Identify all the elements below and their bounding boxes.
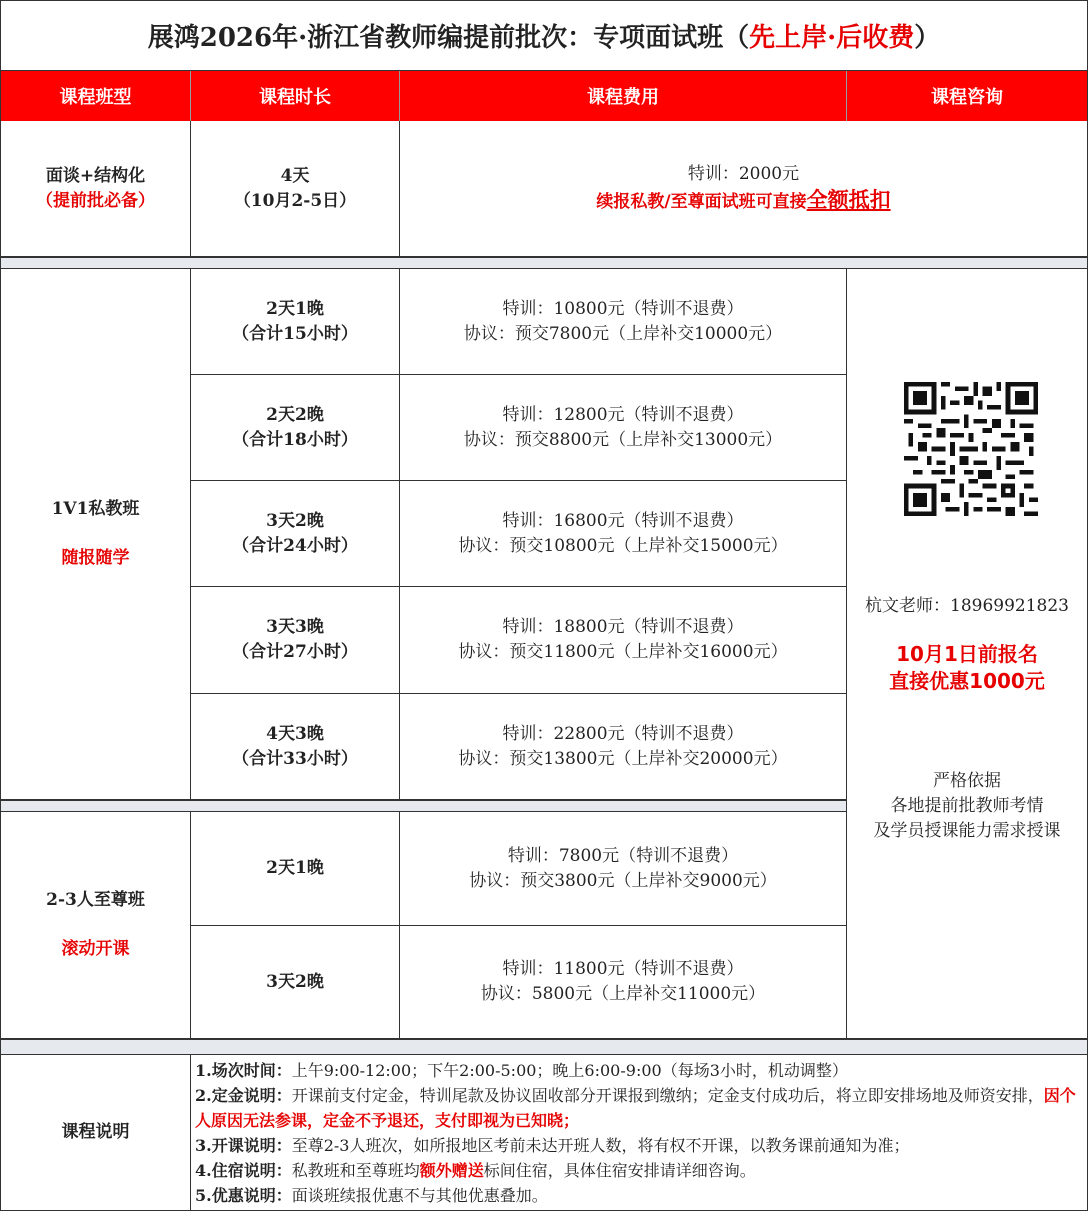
basis-line-2: 各地提前批教师考情	[890, 796, 1044, 816]
qr-code-icon[interactable]	[904, 382, 1038, 516]
basis-line-1: 严格依据	[933, 771, 1001, 791]
private-duration-row	[191, 375, 400, 481]
fee-agreement: 协议：预交8800元（上岸补交13000元）	[463, 429, 783, 450]
header-type: 课程班型	[1, 71, 191, 121]
fee-agreement: 协议：5800元（上岸补交11000元）	[480, 984, 766, 1004]
private-fee-row	[400, 269, 847, 375]
private-fee-row	[400, 375, 847, 481]
private-duration-row	[191, 694, 400, 800]
page-title	[1, 1, 1087, 71]
note-text: 开课前支付定金，特训尾款及协议固收部分开课报到缴纳；定金支付成功后，将立即安排场地及师资安排，	[291, 1086, 1044, 1105]
notes-content	[191, 1055, 1087, 1210]
duration-hours: （合计27小时）	[232, 642, 358, 662]
private-duration-row	[191, 587, 400, 694]
consult-teacher: 杭文老师：18969921823	[865, 596, 1069, 616]
row-separator	[1, 257, 1087, 269]
row1-duration	[191, 121, 400, 257]
note-text: 标间住宿，具体住宿安排请详细咨询。	[483, 1161, 756, 1180]
duration-hours: （合计33小时）	[232, 748, 358, 769]
row1-type-note: （提前批必备）	[36, 190, 155, 211]
note-warning: 因个人原因无法参课，定金不予退还，支付即视为已知晓；	[195, 1086, 1076, 1130]
row-separator	[1, 1039, 1087, 1055]
duration-days: 3天2晚	[266, 510, 324, 531]
duration-days: 2天1晚	[266, 298, 324, 319]
private-type-name: 1V1私教班	[51, 499, 140, 519]
basis-line-3: 及学员授课能力需求授课	[873, 821, 1061, 841]
private-duration-row	[191, 269, 400, 375]
consult-basis	[847, 769, 1087, 844]
row1-fee-offset	[596, 187, 890, 215]
fee-special: 特训：16800元（特训不退费）	[502, 510, 744, 531]
note-text: 私教班和至尊班均	[291, 1161, 420, 1180]
fee-special: 特训：11800元（特训不退费）	[502, 959, 744, 979]
row-separator	[1, 800, 847, 812]
premium-type-note: 滚动开课	[61, 939, 130, 959]
notes-label: 课程说明	[1, 1055, 191, 1210]
premium-type	[1, 812, 191, 1039]
header-duration: 课程时长	[191, 71, 400, 121]
row1-duration-dates: （10月2-5日）	[233, 190, 357, 211]
private-type	[1, 269, 191, 800]
note-text: 上午9:00-12:00；下午2:00-5:00；晚上6:00-9:00（每场3小时，机动调整）	[291, 1061, 848, 1080]
consult-panel	[847, 269, 1087, 1039]
fee-special: 特训：12800元（特训不退费）	[502, 404, 744, 425]
fee-special: 特训：22800元（特训不退费）	[502, 723, 744, 744]
title-main: 展鸿2026年·浙江省教师编提前批次：专项面试班（	[147, 23, 750, 53]
premium-duration-row	[191, 926, 400, 1039]
note-key: 2.定金说明：	[195, 1086, 292, 1105]
note-highlight: 额外赠送	[419, 1161, 484, 1180]
fee-special: 特训：7800元（特训不退费）	[507, 845, 739, 866]
note-key: 4.住宿说明：	[195, 1161, 292, 1180]
row1-type	[1, 121, 191, 257]
note-1	[195, 1058, 1083, 1083]
note-text: 至尊2-3人班次，如所报地区考前未达开班人数，将有权不开课，以教务课前通知为准；	[291, 1136, 910, 1155]
fee-agreement: 协议：预交3800元（上岸补交9000元）	[469, 870, 777, 891]
promo-line-1: 10月1日前报名	[896, 642, 1038, 666]
private-fee-row	[400, 481, 847, 587]
title-end: ）	[914, 23, 941, 53]
title-highlight: 先上岸·后收费	[749, 23, 915, 53]
private-fee-row	[400, 587, 847, 694]
note-2	[195, 1083, 1083, 1133]
row1-type-name: 面谈+结构化	[45, 165, 146, 186]
fee-agreement: 协议：预交13800元（上岸补交20000元）	[458, 748, 788, 769]
fee-agreement: 协议：预交11800元（上岸补交16000元）	[458, 642, 788, 662]
private-fee-row	[400, 694, 847, 800]
header-consult: 课程咨询	[847, 71, 1087, 121]
premium-fee-row	[400, 812, 847, 926]
private-duration-row	[191, 481, 400, 587]
note-key: 5.优惠说明：	[195, 1186, 292, 1205]
row1-fee-price: 特训：2000元	[687, 164, 800, 184]
duration-days: 2天2晚	[266, 404, 324, 425]
duration-days: 3天2晚	[266, 971, 324, 992]
promo-line-2: 直接优惠1000元	[889, 669, 1045, 693]
note-3	[195, 1133, 1083, 1158]
row1-fee-offset-text: 续报私教/至尊面试班可直接	[596, 192, 807, 212]
duration-days: 2天1晚	[266, 858, 324, 878]
note-4	[195, 1158, 1083, 1183]
premium-duration-row	[191, 812, 400, 926]
note-5	[195, 1183, 1083, 1208]
premium-fee-row	[400, 926, 847, 1039]
duration-hours: （合计15小时）	[232, 323, 358, 344]
row1-duration-days: 4天	[280, 165, 310, 186]
fee-agreement: 协议：预交10800元（上岸补交15000元）	[458, 535, 788, 556]
row1-fee	[400, 121, 1087, 257]
duration-days: 3天3晚	[266, 617, 324, 637]
duration-days: 4天3晚	[266, 723, 324, 744]
note-key: 1.场次时间：	[195, 1061, 292, 1080]
duration-hours: （合计18小时）	[232, 429, 358, 450]
note-text: 面谈班续报优惠不与其他优惠叠加。	[291, 1186, 548, 1205]
fee-special: 特训：18800元（特训不退费）	[502, 617, 744, 637]
duration-hours: （合计24小时）	[232, 535, 358, 556]
header-fee: 课程费用	[400, 71, 847, 121]
row1-fee-offset-highlight: 全额抵扣	[806, 187, 891, 212]
premium-type-name: 2-3人至尊班	[46, 890, 145, 910]
note-key: 3.开课说明：	[195, 1136, 292, 1155]
private-type-note: 随报随学	[61, 548, 130, 568]
fee-special: 特训：10800元（特训不退费）	[502, 298, 744, 319]
fee-agreement: 协议：预交7800元（上岸补交10000元）	[463, 323, 783, 344]
